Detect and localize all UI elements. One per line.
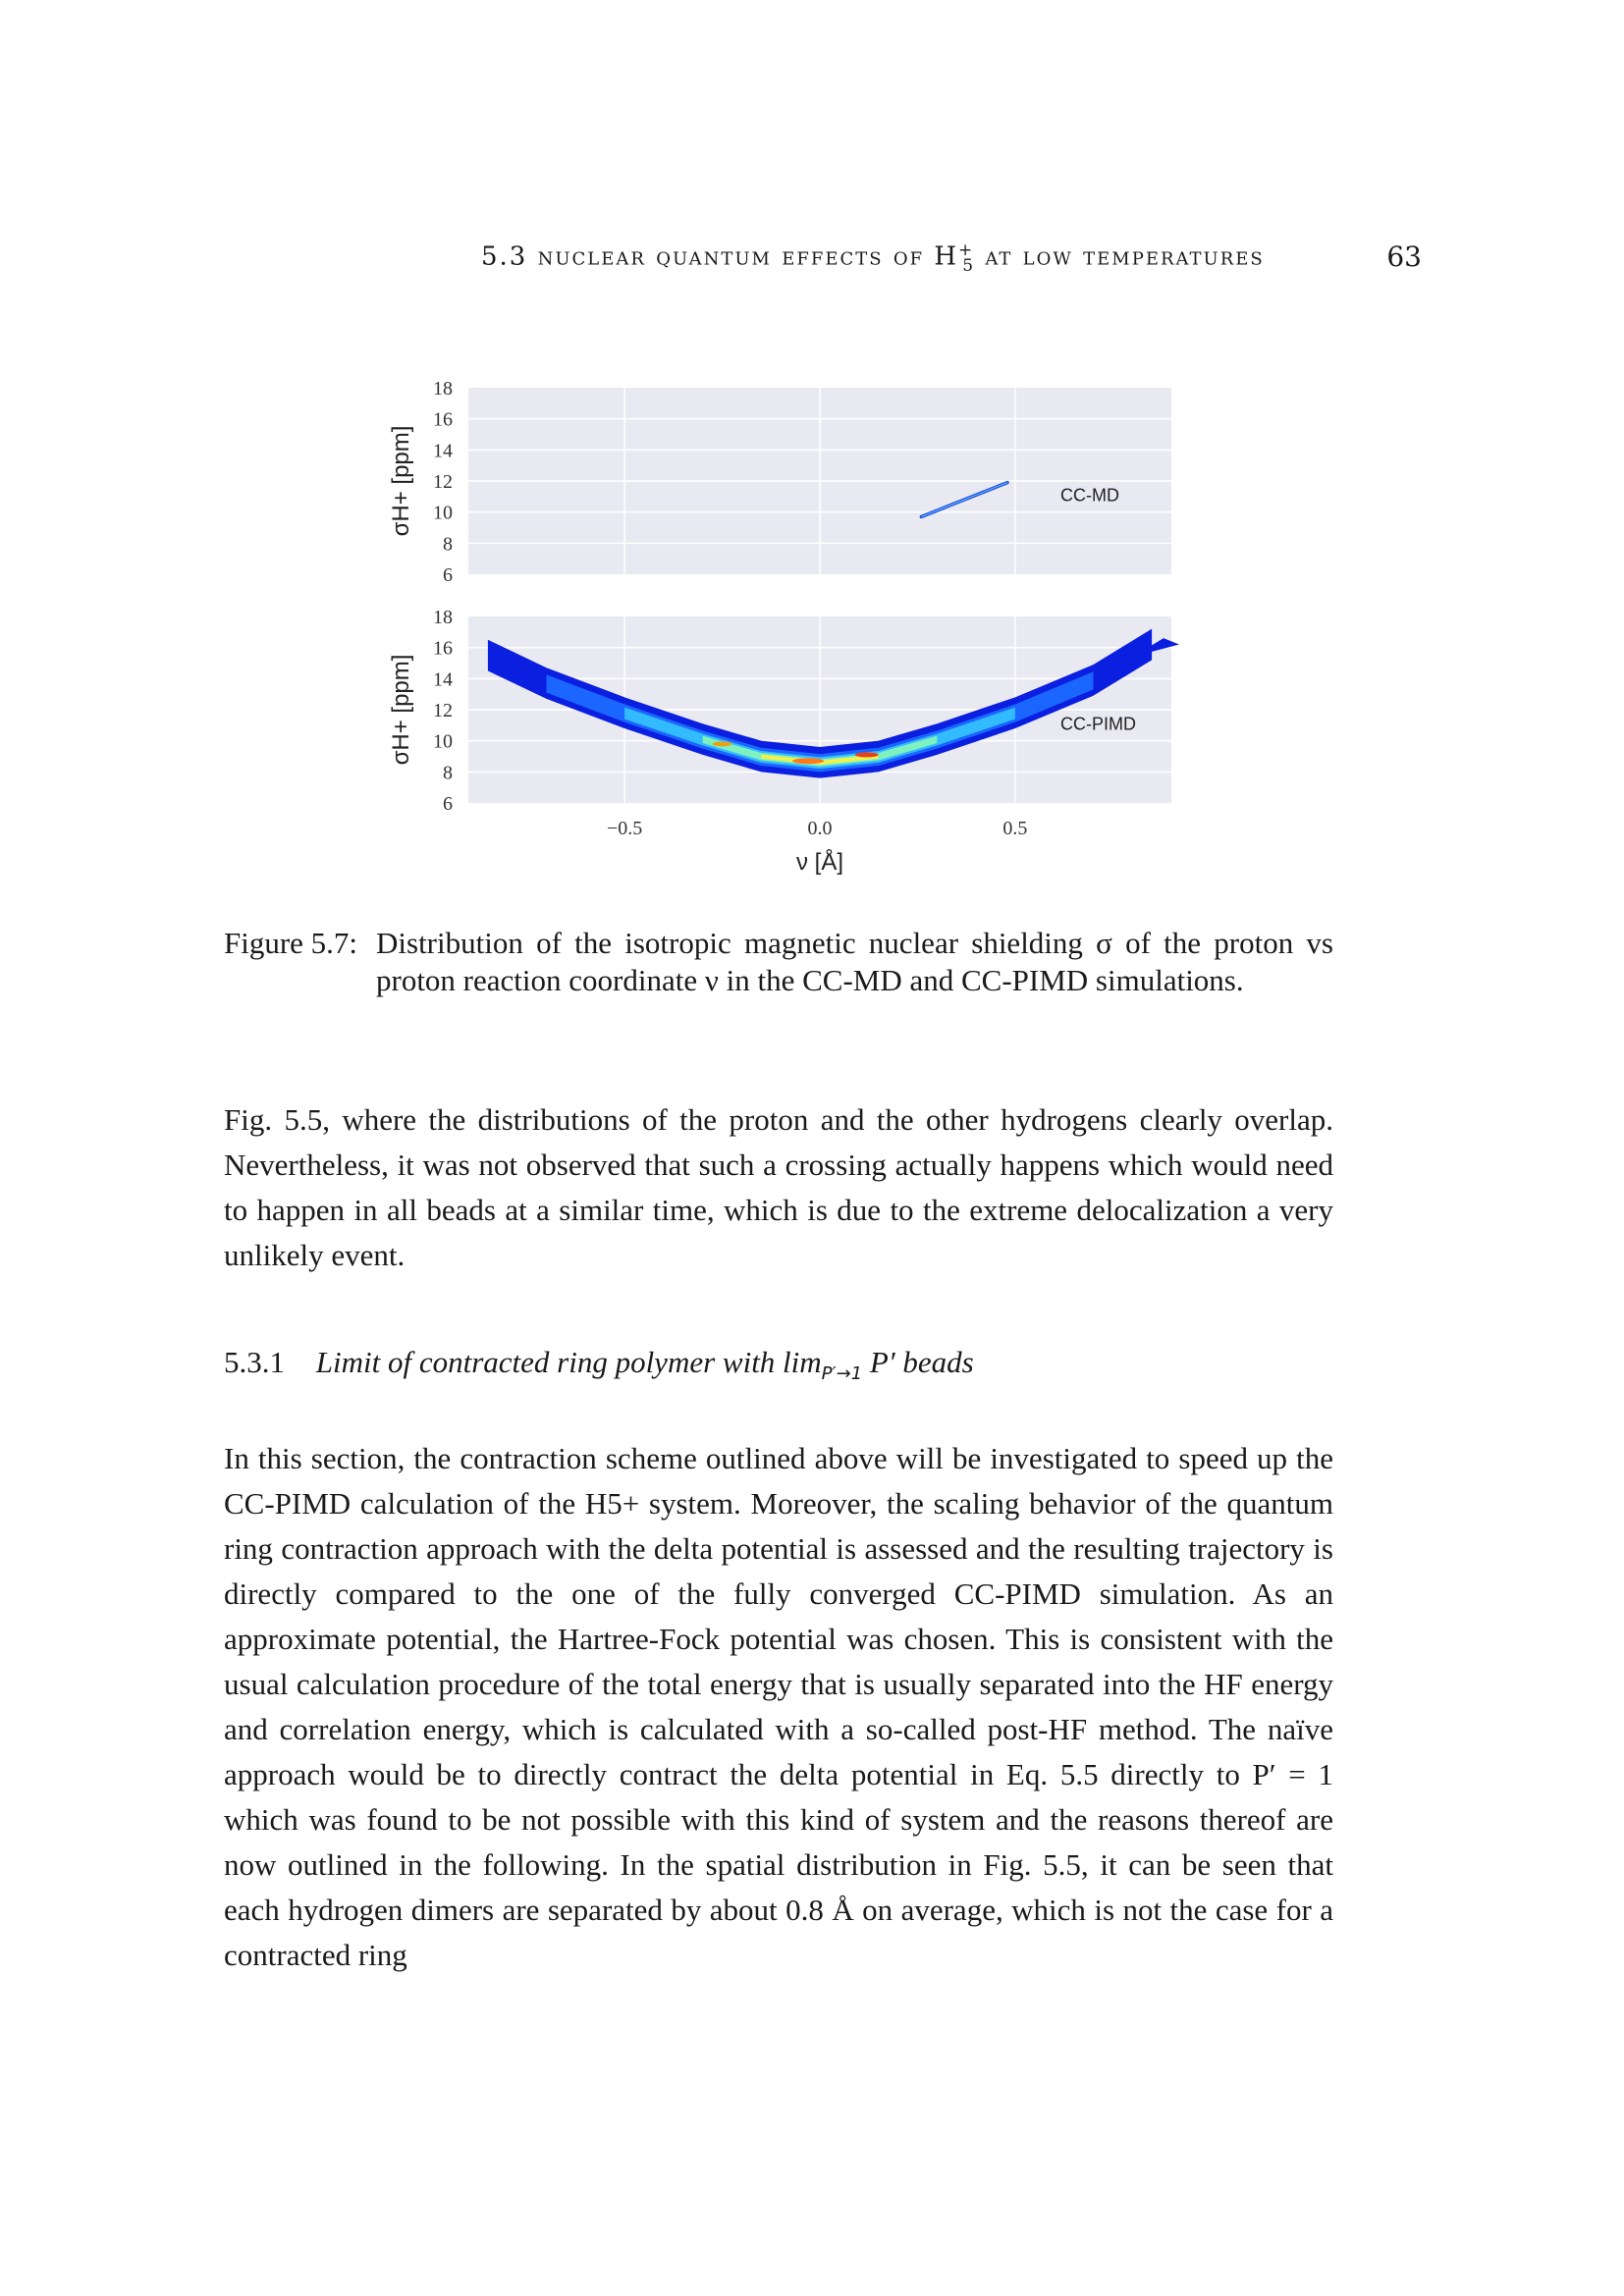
series-label: CC-MD [1060,485,1119,506]
x-tick-label: −0.5 [606,818,643,839]
y-tick-label: 12 [433,700,453,721]
y-tick-label: 10 [433,730,453,753]
paragraph-2: In this section, the contraction scheme outlined above will be investigated to speed up the CC-PIMD calculation of the H5+ system. Moreover, the scaling behavior of the quantum ring contraction approach with the delta potential is assessed and the resulting trajectory is directly compared to the one of the fully converged CC-PIMD simulation. As an approximate potential, the Hartree-Fock potential was chosen. This is consistent with the usual calculation procedure of the total energy that is usually separated into the HF energy and correlation energy, which is calculated with a so-called post-HF method. The naïve approach would be to directly contract the delta potential in Eq. 5.5 directly to P′ = 1 which was found to be not possible with this kind of system and the reasons thereof are now outlined in the following. In the spatial distribution in Fig. 5.5, it can be seen that each hydrogen dimers are separated by about 0.8 Å on average, which is not the case for a contracted ring [224,1441,1333,1972]
figure-caption [224,925,1333,999]
density-peak [713,741,732,746]
y-tick-label: 18 [433,378,453,400]
y-tick-label: 16 [433,408,453,431]
y-axis-label: σH+ [ppm] [388,654,414,766]
density-peak [792,758,824,764]
y-tick-label: 14 [433,668,453,691]
figure-5-7 [373,378,1198,888]
page-number: 63 [1386,240,1422,273]
shielding-chart [373,378,1198,888]
y-tick-label: 12 [433,471,453,493]
running-title: 5.3 nuclear quantum effects of $H^+_5$ at low temperatures [481,240,1265,276]
caption-text: Distribution of the isotropic magnetic nuclear shielding σ of the proton vs proton reaction coordinate ν in the CC-MD and CC-PIMD simulations. [376,926,1333,997]
x-tick-label: 0.5 [1002,818,1028,839]
y-tick-label: 14 [433,440,453,462]
y-tick-label: 16 [433,637,453,660]
y-axis-label: σH+ [ppm] [388,425,414,537]
running-header [481,240,1422,280]
x-tick-label: 0.0 [807,818,833,839]
y-tick-label: 8 [443,762,453,784]
section-heading [224,1345,1333,1384]
section-title: Limit of contracted ring polymer with $\lim_{P'\to 1} P'$ beads [315,1345,974,1385]
y-tick-label: 18 [433,607,453,628]
y-tick-label: 10 [433,502,453,524]
series-label: CC-PIMD [1060,714,1136,734]
section-number: 5.3.1 [224,1345,285,1379]
y-tick-label: 6 [443,793,453,815]
caption-label: Figure 5.7: [224,926,358,960]
x-axis-label: ν [Å] [795,849,844,876]
y-tick-label: 6 [443,564,453,586]
y-tick-label: 8 [443,533,453,556]
density-peak [855,752,879,757]
paragraph-1: Fig. 5.5, where the distributions of the proton and the other hydrogens clearly overlap. Nevertheless, it was not observed that such a crossing actually happens which would need to happen in all beads at a similar time, which is due to the extreme delocalization a very unlikely event. [224,1102,1333,1272]
